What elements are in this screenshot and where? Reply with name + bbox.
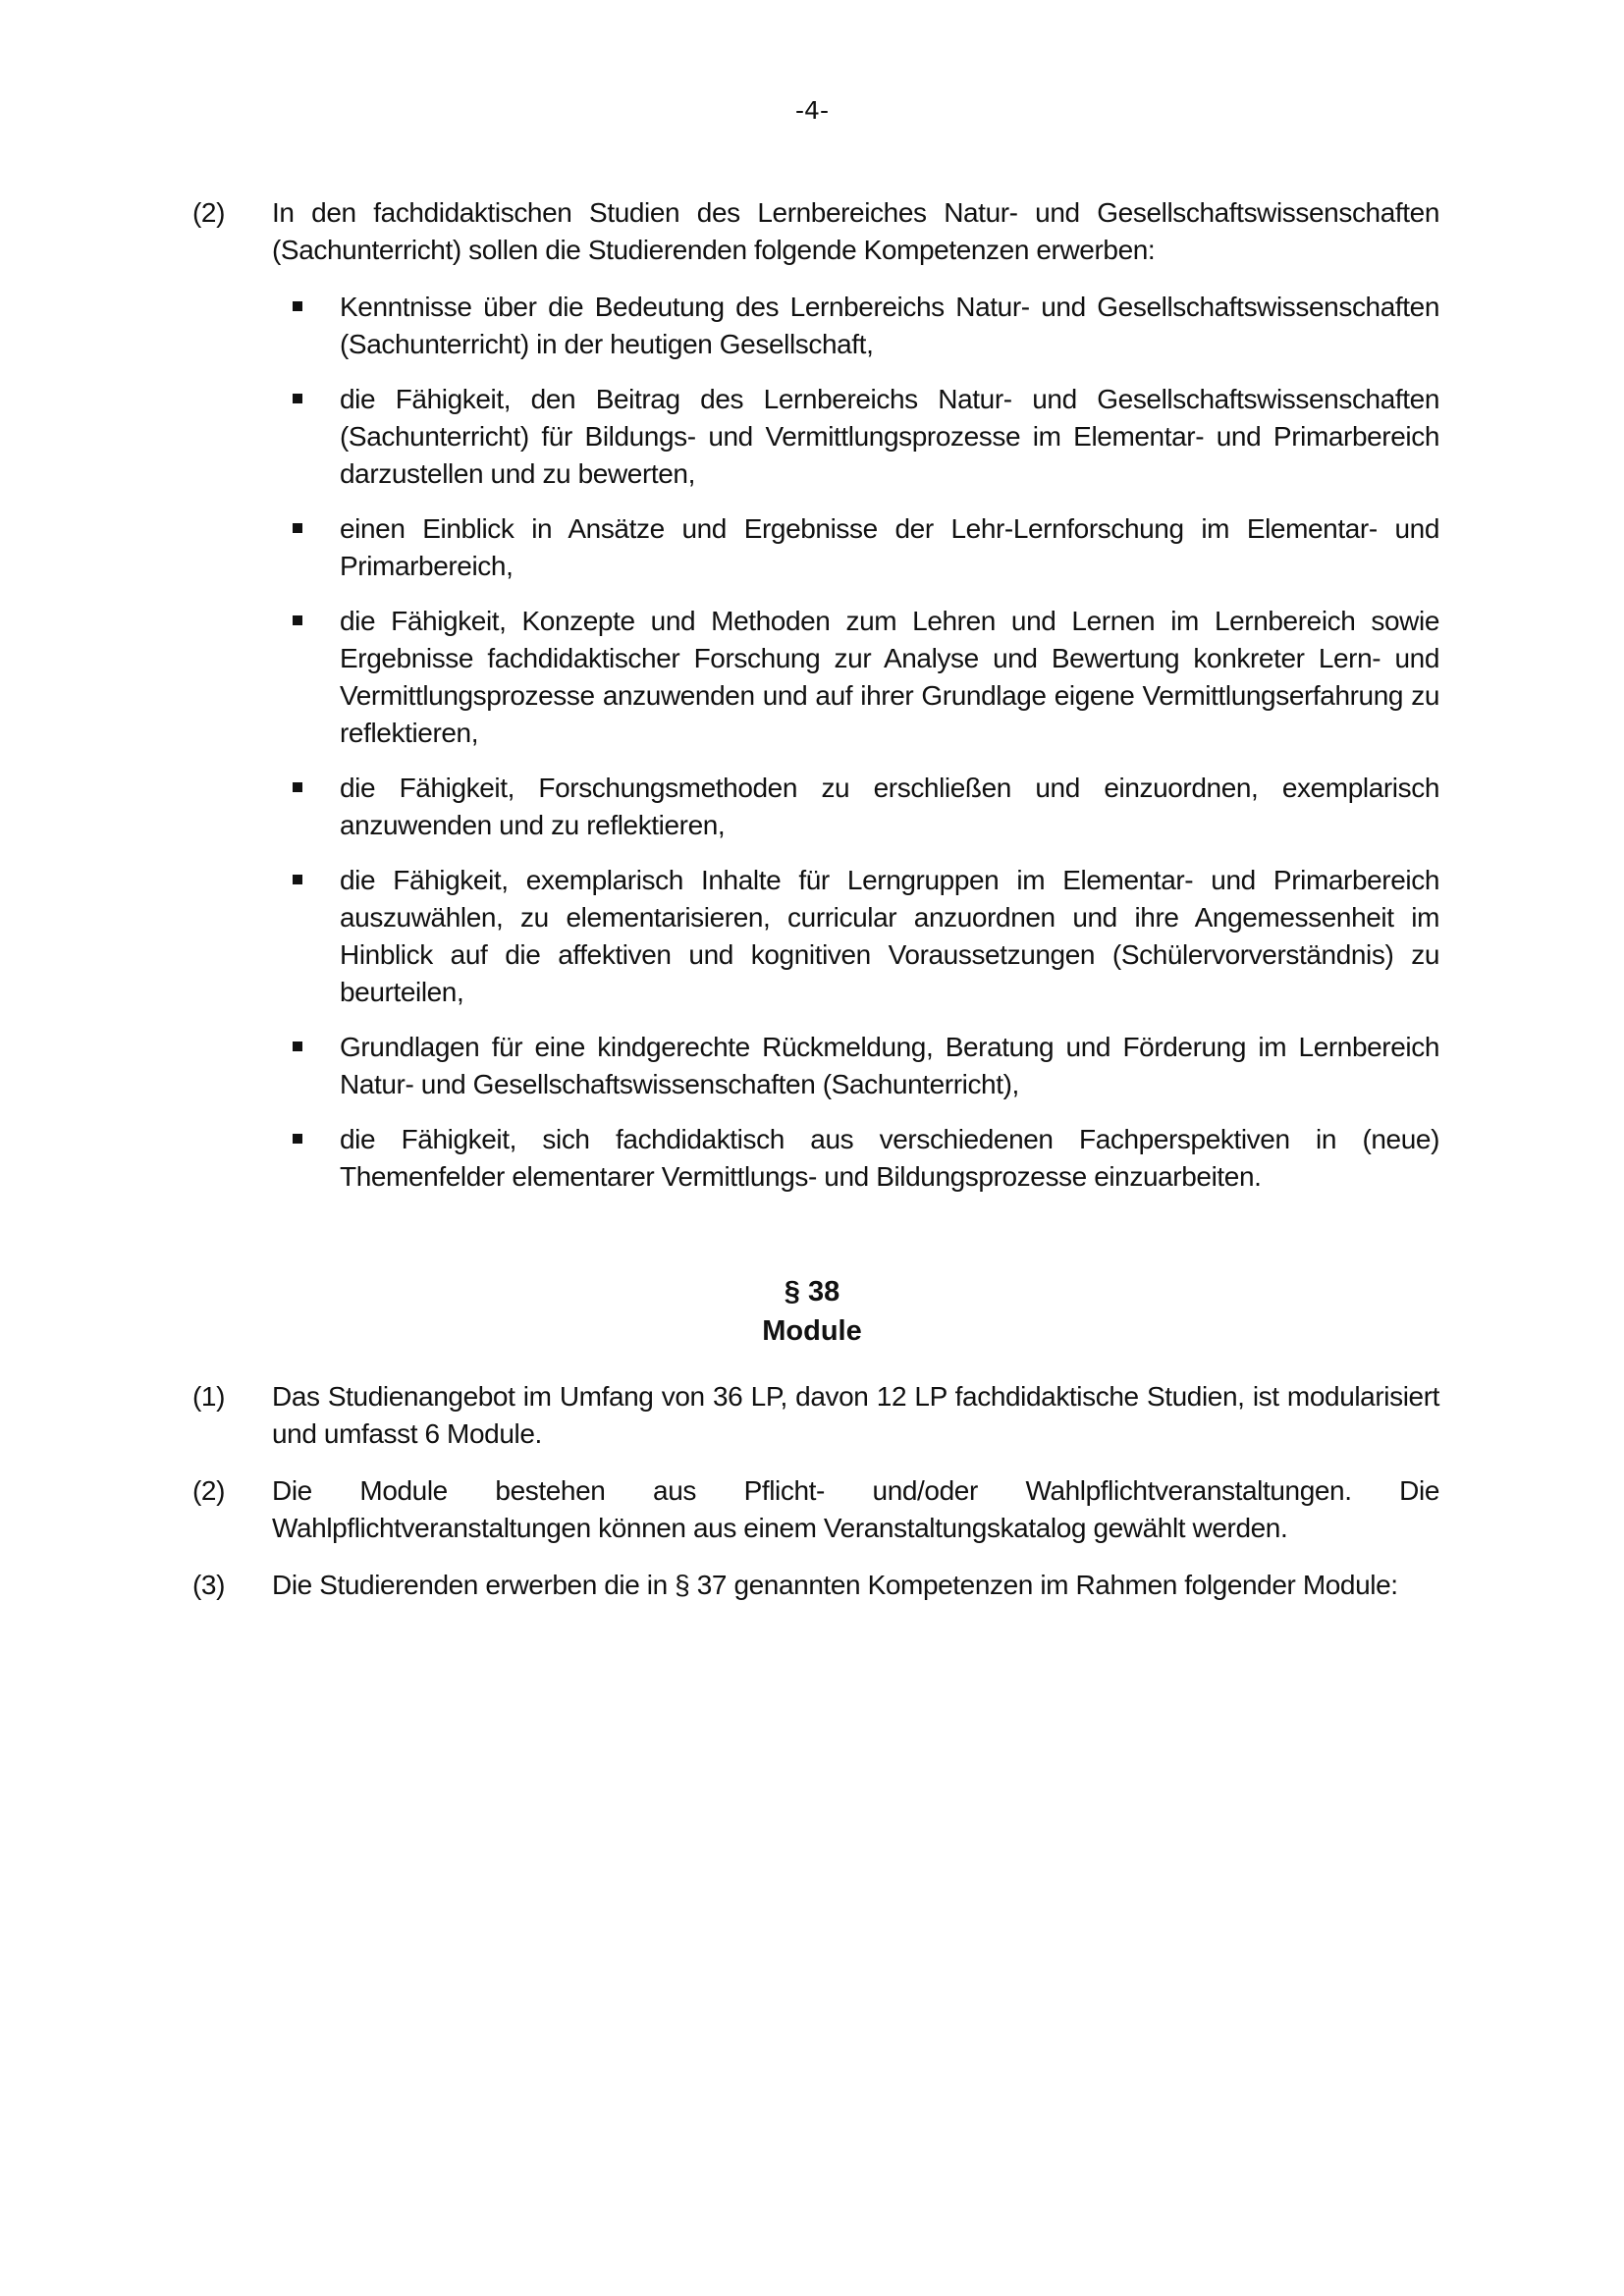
list-item-text: Kenntnisse über die Bedeutung des Lernbereichs Natur- und Gesellschaftswissenschaften (Sachunterricht) in der heutigen Gesellschaft, bbox=[340, 292, 1439, 359]
bullet-square-icon bbox=[293, 394, 302, 403]
list-item bbox=[291, 770, 1439, 844]
section-title: Module bbox=[762, 1315, 862, 1347]
list-item-text: Grundlagen für eine kindgerechte Rückmeldung, Beratung und Förderung im Lernbereich Natur- und Gesellschaftswissenschaften (Sachunterricht), bbox=[340, 1032, 1439, 1099]
bullet-square-icon bbox=[293, 523, 302, 533]
bullet-square-icon bbox=[293, 782, 302, 792]
list-item bbox=[291, 862, 1439, 1011]
page-number: -4- bbox=[795, 96, 829, 125]
section-paragraph bbox=[192, 1567, 1439, 1604]
paragraph-number: (3) bbox=[192, 1570, 226, 1600]
list-item-text: die Fähigkeit, den Beitrag des Lernbereichs Natur- und Gesellschaftswissenschaften (Sachunterricht) für Bildungs- und Vermittlungsprozesse im Elementar- und Primarbereich darzustellen und zu bewerten, bbox=[340, 384, 1439, 489]
section-heading bbox=[0, 1272, 1624, 1351]
bullet-square-icon bbox=[293, 875, 302, 884]
paragraph-text: Das Studienangebot im Umfang von 36 LP, davon 12 LP fachdidaktische Studien, ist modularisiert und umfasst 6 Module. bbox=[272, 1381, 1439, 1449]
list-item-text: die Fähigkeit, exemplarisch Inhalte für Lerngruppen im Elementar- und Primarbereich auszuwählen, zu elementarisieren, curricular anzuordnen und ihre Angemessenheit im Hinblick auf die affektiven und kognitiven Voraussetzungen (Schülervorverständnis) zu beurteilen, bbox=[340, 865, 1439, 1007]
paragraph-number: (2) bbox=[192, 1475, 226, 1506]
bullet-square-icon bbox=[293, 615, 302, 625]
list-item-text: einen Einblick in Ansätze und Ergebnisse der Lehr-Lernforschung im Elementar- und Primarbereich, bbox=[340, 513, 1439, 581]
list-item-text: die Fähigkeit, Forschungsmethoden zu erschließen und einzuordnen, exemplarisch anzuwenden und zu reflektieren, bbox=[340, 773, 1439, 840]
list-item bbox=[291, 603, 1439, 752]
paragraph-text: Die Module bestehen aus Pflicht- und/oder Wahlpflichtveranstaltungen. Die Wahlpflichtveranstaltungen können aus einem Veranstaltungskatalog gewählt werden. bbox=[272, 1475, 1439, 1543]
list-item bbox=[291, 1029, 1439, 1103]
paragraph-text: Die Studierenden erwerben die in § 37 genannten Kompetenzen im Rahmen folgender Module: bbox=[272, 1570, 1398, 1600]
bullet-square-icon bbox=[293, 1041, 302, 1051]
section-paragraph bbox=[192, 1378, 1439, 1453]
list-item-text: die Fähigkeit, sich fachdidaktisch aus verschiedenen Fachperspektiven in (neue) Themenfelder elementarer Vermittlungs- und Bildungsprozesse einzuarbeiten. bbox=[340, 1124, 1439, 1192]
intro-paragraph bbox=[192, 194, 1439, 269]
list-item bbox=[291, 1121, 1439, 1196]
list-item bbox=[291, 510, 1439, 585]
bullet-square-icon bbox=[293, 1134, 302, 1144]
paragraph-number: (1) bbox=[192, 1381, 226, 1412]
list-item bbox=[291, 289, 1439, 363]
paragraph-number: (2) bbox=[192, 197, 226, 228]
list-item-text: die Fähigkeit, Konzepte und Methoden zum Lehren und Lernen im Lernbereich sowie Ergebnisse fachdidaktischer Forschung zur Analyse und Bewertung konkreter Lern- und Vermittlungsprozesse anzuwenden und auf ihrer Grundlage eigene Vermittlungserfahrung zu reflektieren, bbox=[340, 606, 1439, 748]
section-paragraph bbox=[192, 1472, 1439, 1547]
list-item bbox=[291, 381, 1439, 493]
competency-list bbox=[291, 289, 1439, 1213]
section-number: § 38 bbox=[784, 1276, 840, 1308]
bullet-square-icon bbox=[293, 301, 302, 311]
paragraph-text: In den fachdidaktischen Studien des Lernbereiches Natur- und Gesellschaftswissenschaften (Sachunterricht) sollen die Studierenden folgende Kompetenzen erwerben: bbox=[272, 197, 1439, 265]
